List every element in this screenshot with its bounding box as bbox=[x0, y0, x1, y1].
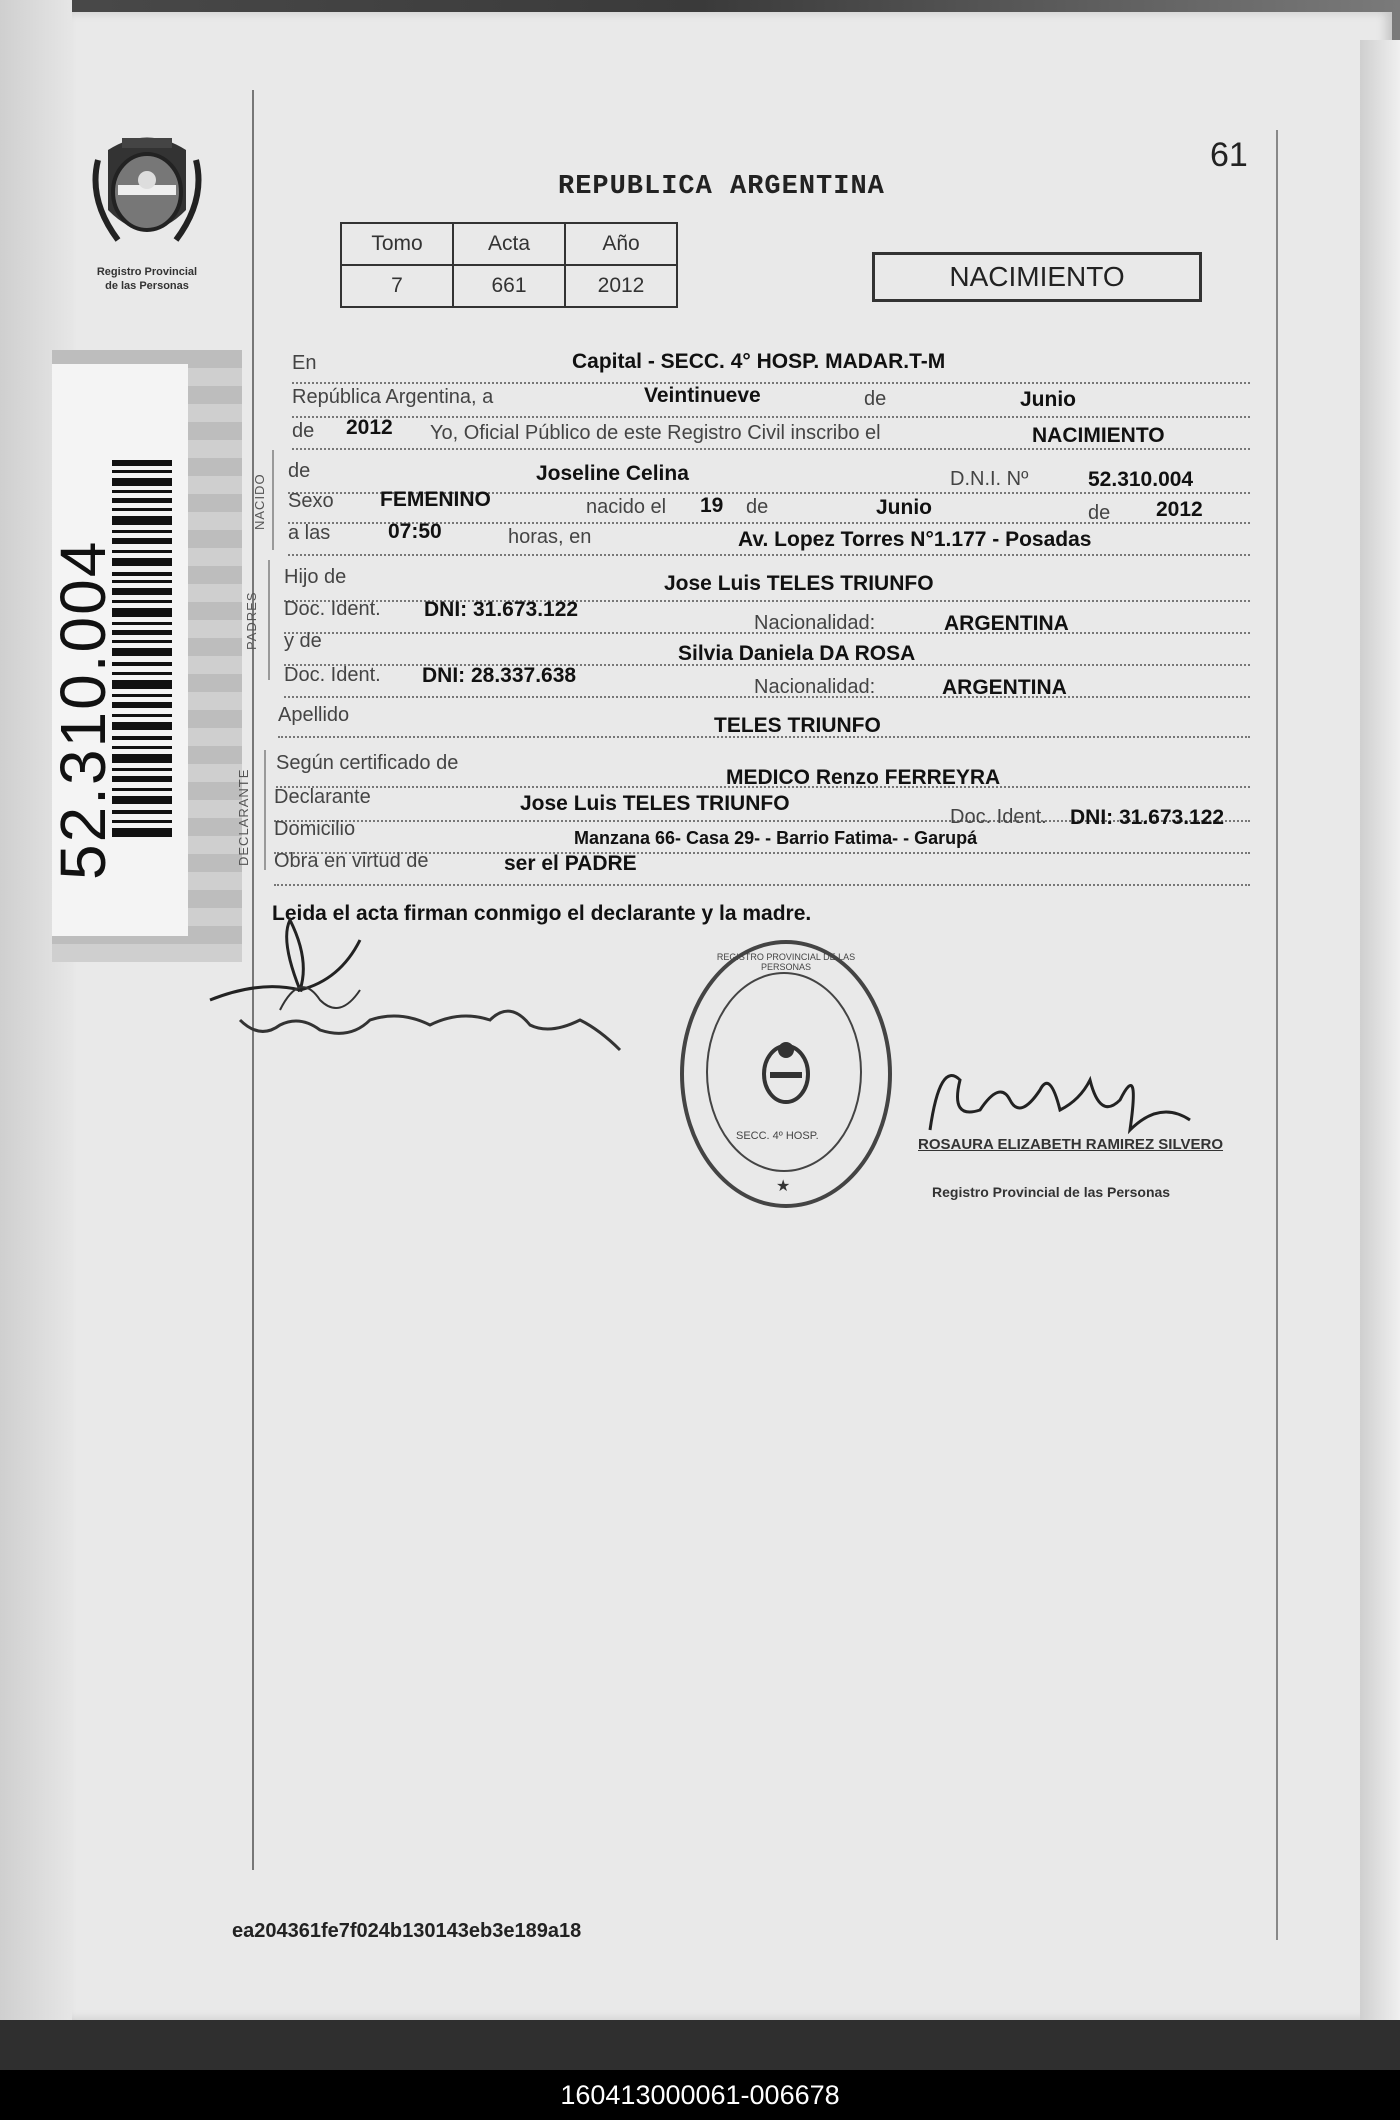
label-doc-3: Doc. Ident. bbox=[950, 806, 1047, 828]
label-doc: Doc. Ident. bbox=[284, 598, 381, 620]
logo-caption-2: de las Personas bbox=[105, 280, 189, 292]
label-de-3: de bbox=[288, 460, 311, 482]
registry-logo bbox=[88, 130, 206, 293]
value-sex: FEMENINO bbox=[380, 488, 491, 511]
logo-caption-1: Registro Provincial bbox=[96, 266, 198, 278]
line-oficial bbox=[292, 414, 1250, 450]
seal-coat-of-arms-icon bbox=[756, 1032, 816, 1112]
value-mother-doc: DNI: 28.337.638 bbox=[422, 664, 577, 687]
label-doc-2: Doc. Ident. bbox=[284, 664, 381, 686]
label-republica: República Argentina, a bbox=[292, 386, 494, 408]
registry-seal bbox=[680, 940, 892, 1208]
line-hijo bbox=[284, 566, 1250, 602]
label-de-4: de bbox=[746, 496, 769, 518]
value-mother-name: Silvia Daniela DA ROSA bbox=[678, 642, 916, 665]
line-mother-doc bbox=[284, 662, 1250, 698]
value-father-nationality: ARGENTINA bbox=[944, 612, 1069, 635]
official-name: ROSAURA ELIZABETH RAMIREZ SILVERO bbox=[918, 1136, 1224, 1153]
value-capacity: ser el PADRE bbox=[504, 852, 637, 875]
barcode-icon bbox=[112, 460, 172, 840]
value-day-words: Veintinueve bbox=[644, 384, 761, 407]
line-obra bbox=[274, 850, 1250, 886]
value-father-doc: DNI: 31.673.122 bbox=[424, 598, 579, 621]
label-yde: y de bbox=[284, 630, 322, 652]
line-domicilio bbox=[274, 818, 1250, 854]
footer-id: 160413000061-006678 bbox=[0, 2070, 1400, 2120]
photo-background-bottom bbox=[0, 2020, 1400, 2070]
value-surname: TELES TRIUNFO bbox=[714, 714, 881, 737]
label-de-2: de bbox=[292, 420, 315, 442]
right-margin-rule bbox=[1276, 130, 1278, 1940]
barcode-number: 52.310.004 bbox=[47, 539, 119, 880]
value-birth-time: 07:50 bbox=[388, 520, 442, 543]
record-type-box: NACIMIENTO bbox=[872, 252, 1202, 302]
value-birth-year: 2012 bbox=[1156, 498, 1203, 521]
register-value-ano: 2012 bbox=[565, 265, 677, 307]
side-label-declarante: DECLARANTE bbox=[236, 768, 251, 866]
label-horas: horas, en bbox=[508, 526, 592, 548]
coat-of-arms-icon bbox=[88, 130, 206, 260]
label-sexo: Sexo bbox=[288, 490, 334, 512]
padres-bracket bbox=[268, 560, 270, 680]
value-place: Capital - SECC. 4° HOSP. MADAR.T-M bbox=[572, 350, 946, 373]
closing-text: Leida el acta firman conmigo el declarante y la madre. bbox=[272, 902, 812, 925]
line-segun bbox=[276, 752, 1250, 788]
register-header-tomo: Tomo bbox=[341, 223, 453, 265]
value-birth-day: 19 bbox=[700, 494, 724, 517]
register-value-acta: 661 bbox=[453, 265, 565, 307]
label-declarante: Declarante bbox=[274, 786, 371, 808]
value-mother-nationality: ARGENTINA bbox=[942, 676, 1067, 699]
line-republica bbox=[292, 382, 1250, 418]
value-child-name: Joseline Celina bbox=[536, 462, 689, 485]
line-en bbox=[292, 348, 1250, 384]
register-header-acta: Acta bbox=[453, 223, 565, 265]
label-nacido: nacido el bbox=[586, 496, 667, 518]
side-label-nacido: NACIDO bbox=[252, 473, 267, 530]
value-child-dni: 52.310.004 bbox=[1088, 468, 1194, 491]
label-en: En bbox=[292, 352, 317, 374]
register-value-tomo: 7 bbox=[341, 265, 453, 307]
nacido-bracket bbox=[272, 450, 274, 550]
line-hora bbox=[288, 520, 1250, 556]
value-declarant-doc: DNI: 31.673.122 bbox=[1070, 806, 1225, 829]
document-hash: ea204361fe7f024b130143eb3e189a18 bbox=[232, 1920, 582, 1942]
seal-star-icon: ★ bbox=[776, 1178, 791, 1195]
document-title: REPUBLICA ARGENTINA bbox=[558, 172, 885, 202]
label-segun: Según certificado de bbox=[276, 752, 459, 774]
label-domicilio: Domicilio bbox=[274, 818, 356, 840]
page-edge bbox=[1360, 40, 1400, 2020]
declarante-bracket bbox=[264, 750, 266, 870]
official-title: Registro Provincial de las Personas bbox=[932, 1184, 1171, 1200]
value-act: NACIMIENTO bbox=[1032, 424, 1165, 447]
line-sexo bbox=[288, 488, 1250, 524]
label-apellido: Apellido bbox=[278, 704, 350, 726]
label-hijo: Hijo de bbox=[284, 566, 347, 588]
label-oficial: Yo, Oficial Público de este Registro Civil inscribo el bbox=[430, 422, 881, 444]
value-certificate: MEDICO Renzo FERREYRA bbox=[726, 766, 1001, 789]
value-year: 2012 bbox=[346, 416, 393, 439]
label-alas: a las bbox=[288, 522, 331, 544]
value-birth-place: Av. Lopez Torres N°1.177 - Posadas bbox=[738, 528, 1092, 551]
page-number: 61 bbox=[1210, 136, 1248, 174]
label-nacionalidad: Nacionalidad: bbox=[754, 612, 876, 634]
left-facing-page bbox=[0, 0, 72, 2020]
line-yde bbox=[284, 630, 1250, 666]
seal-inner-text: SECC. 4º HOSP. bbox=[736, 1130, 819, 1142]
label-dni: D.N.I. Nº bbox=[950, 468, 1029, 490]
value-father-name: Jose Luis TELES TRIUNFO bbox=[664, 572, 934, 595]
value-address: Manzana 66- Casa 29- - Barrio Fatima- - Garupá bbox=[574, 828, 978, 848]
value-birth-month: Junio bbox=[876, 496, 932, 519]
seal-text: REGISTRO PROVINCIAL DE LAS PERSONAS bbox=[716, 952, 856, 972]
value-declarant: Jose Luis TELES TRIUNFO bbox=[520, 792, 790, 815]
register-header-ano: Año bbox=[565, 223, 677, 265]
label-nacionalidad-2: Nacionalidad: bbox=[754, 676, 876, 698]
value-month: Junio bbox=[1020, 388, 1076, 411]
declarant-signature bbox=[200, 900, 640, 1060]
label-obra: Obra en virtud de bbox=[274, 850, 429, 872]
label-de: de bbox=[864, 388, 887, 410]
label-de-5: de bbox=[1088, 502, 1111, 524]
register-table bbox=[340, 222, 678, 308]
line-apellido bbox=[278, 702, 1250, 738]
side-label-padres: PADRES bbox=[244, 591, 259, 650]
line-father-doc bbox=[284, 598, 1250, 634]
